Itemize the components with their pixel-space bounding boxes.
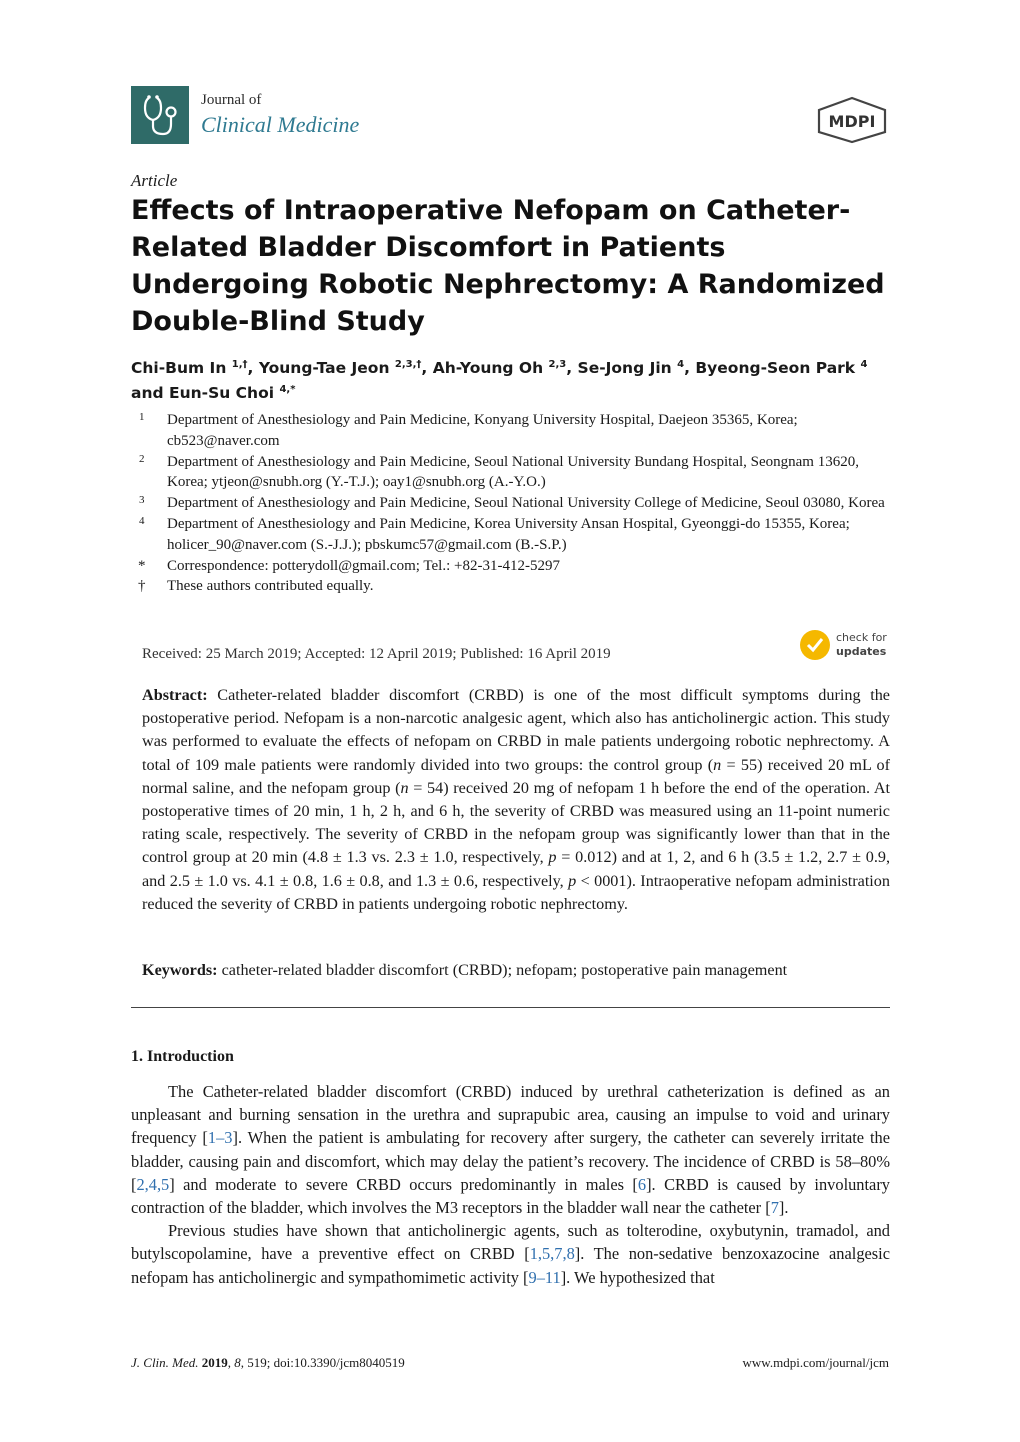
author-separator: ,	[247, 359, 259, 378]
keywords-text: catheter-related bladder discomfort (CRBD); nefopam; postoperative pain management	[221, 961, 788, 979]
journal-prefix: Journal of	[201, 92, 262, 108]
author-affiliation-sup: 2,3,†	[394, 359, 422, 370]
citation-link[interactable]: 7	[770, 1198, 779, 1218]
check-for-updates-badge[interactable]	[800, 630, 892, 666]
journal-logo	[131, 86, 189, 144]
affiliation-item	[131, 452, 891, 494]
article-type: Article	[131, 171, 178, 190]
affiliation-text: These authors contributed equally.	[167, 578, 374, 595]
paragraph-text: ]. The non-sedative benzoxazocine analgesic nefopam has anticholinergic and sympathomimetic activity [	[131, 1244, 890, 1287]
check-icon	[800, 630, 830, 660]
citation-link[interactable]: 1–3	[207, 1128, 233, 1148]
paragraph-text: The Catheter-related bladder discomfort (CRBD) induced by urethral catheterization is defined as an unpleasant and burning sensation in the urethra and suprapubic area, causing an impulse to void and urinary frequency [	[131, 1082, 890, 1148]
mdpi-logo-text: MDPI	[828, 112, 876, 131]
paragraph	[131, 1080, 890, 1219]
citation-link[interactable]: 2,4,5	[136, 1174, 170, 1194]
paragraph-text: Previous studies have shown that anticholinergic agents, such as tolterodine, oxybutynin, tramadol, and butylscopolamine, have a preventive effect on CRBD [	[131, 1221, 890, 1264]
keywords	[142, 959, 890, 982]
section-divider	[131, 1007, 890, 1008]
paragraph-text: ]. CRBD is caused by involuntary contraction of the bladder, which involves the M3 receptors in the bladder wall near the catheter [	[131, 1174, 890, 1218]
author-name[interactable]: Eun-Su Choi	[169, 384, 280, 403]
abstract	[142, 684, 890, 916]
author-separator: ,	[684, 359, 696, 378]
author-affiliation-sup: 4	[860, 359, 868, 370]
affiliation-item	[131, 493, 891, 514]
abstract-text: Catheter-related bladder discomfort (CRBD) is one of the most difficult symptoms during the postoperative period. Nefopam is a non-narcotic analgesic agent, which also has anticholinergic action. This study was performed to evaluate the effects of nefopam on CRBD in male patients undergoing robotic nephrectomy. A total of 109 male patients were randomly divided into two groups: the control group (n = 55) received 20 mL of normal saline, and the nefopam group (n = 54) received 20 mg of nefopam 1 h before the end of the operation. At postoperative times of 20 min, 1 h, 2 h, and 6 h, the severity of CRBD was measured using an 11-point numeric rating scale, respectively. The severity of CRBD in the nefopam group was significantly lower than that in the control group at 20 min (4.8 ± 1.3 vs. 2.3 ± 1.0, respectively, p = 0.012) and at 1, 2, and 6 h (3.5 ± 1.2, 2.7 ± 0.9, and 2.5 ± 1.0 vs. 4.1 ± 0.8, 1.6 ± 0.8, and 1.3 ± 0.6, respectively, p < 0001). Intraoperative nefopam administration reduced the severity of CRBD in patients undergoing robotic nephrectomy.	[142, 686, 891, 913]
affiliation-marker: 1	[139, 411, 145, 423]
affiliation-marker: †	[138, 578, 146, 595]
author-affiliation-sup: 4	[677, 359, 685, 370]
abstract-label: Abstract:	[142, 686, 208, 704]
citation-link[interactable]: 6	[637, 1174, 647, 1194]
publication-dates: Received: 25 March 2019; Accepted: 12 April 2019; Published: 16 April 2019	[142, 646, 611, 662]
author-name[interactable]: Chi-Bum In	[131, 359, 232, 378]
author-separator: and	[131, 384, 169, 403]
paragraph-text: ]. When the patient is ambulating for recovery after surgery, the catheter can severely irritate the bladder, causing pain and discomfort, which may delay the patient’s recovery. The incidence of CRBD is 58–80% [	[131, 1128, 890, 1194]
affiliation-marker: 2	[139, 452, 145, 465]
introduction-body	[131, 1080, 890, 1289]
affiliation-item	[131, 556, 891, 577]
author-separator: ,	[421, 359, 433, 378]
affiliation-list	[131, 410, 891, 597]
footer-doi: , 519; doi:10.3390/jcm8040519	[240, 1355, 405, 1370]
affiliation-item	[131, 410, 891, 452]
affiliation-text: Department of Anesthesiology and Pain Medicine, Seoul National University College of Medicine, Seoul 03080, Korea	[167, 495, 885, 512]
author-affiliation-sup: 1,†	[231, 359, 248, 370]
affiliation-text: Department of Anesthesiology and Pain Medicine, Konyang University Hospital, Daejeon 35365, Korea; cb523@naver.com	[167, 412, 798, 449]
author-affiliation-sup: 4,*	[279, 384, 296, 396]
paper-title: Effects of Intraoperative Nefopam on Catheter-Related Bladder Discomfort in Patients Undergoing Robotic Nephrectomy: A Randomized Double-Blind Study	[131, 195, 885, 337]
citation-link[interactable]: 9–11	[528, 1267, 561, 1287]
check-updates-line2: updates	[836, 645, 887, 658]
paragraph-text: ]. We hypothesized that	[560, 1267, 715, 1287]
author-separator: ,	[566, 359, 578, 378]
check-updates-line1: check for	[836, 631, 887, 644]
journal-abbrev: J. Clin. Med.	[131, 1355, 199, 1370]
affiliation-item	[131, 514, 891, 556]
paragraph-text: ].	[778, 1198, 789, 1218]
stethoscope-icon	[131, 86, 189, 144]
affiliation-marker: 4	[139, 514, 145, 527]
paragraph	[131, 1219, 890, 1289]
author-name[interactable]: Ah-Young Oh	[432, 359, 549, 378]
affiliation-item	[131, 576, 891, 597]
paragraph-text: ] and moderate to severe CRBD occurs predominantly in males [	[169, 1174, 638, 1194]
affiliation-marker: 3	[139, 494, 145, 507]
affiliation-marker: *	[138, 557, 146, 574]
journal-name: Clinical Medicine	[201, 112, 360, 137]
author-name[interactable]: Young-Tae Jeon	[258, 359, 395, 378]
footer-year: 2019	[201, 1355, 228, 1370]
footer-volume: 8	[234, 1355, 241, 1370]
section-heading: 1. Introduction	[131, 1048, 234, 1065]
affiliation-text: Department of Anesthesiology and Pain Medicine, Seoul National University Bundang Hospital, Seongnam 13620, Korea; ytjeon@snubh.org (Y.-T.J.); oay1@snubh.org (A.-Y.O.)	[167, 453, 859, 491]
author-name[interactable]: Byeong-Seon Park	[695, 359, 861, 378]
author-name[interactable]: Se-Jong Jin	[577, 359, 678, 378]
affiliation-text: Correspondence: potterydoll@gmail.com; Tel.: +82-31-412-5297	[167, 557, 560, 574]
keywords-label: Keywords:	[142, 961, 218, 979]
author-list	[131, 354, 891, 404]
citation-link[interactable]: 1,5,7,8	[529, 1244, 575, 1264]
citation-footer: J. Clin. Med. 2019, 8, 519; doi:10.3390/jcm8040519	[131, 1355, 405, 1370]
affiliation-text: Department of Anesthesiology and Pain Medicine, Korea University Ansan Hospital, Gyeonggi-do 15355, Korea; holicer_90@naver.com (S.-J.J.); pbskumc57@gmail.com (B.-S.P.)	[167, 515, 850, 553]
author-affiliation-sup: 2,3	[548, 359, 567, 370]
journal-url[interactable]: www.mdpi.com/journal/jcm	[742, 1355, 889, 1370]
mdpi-logo	[815, 96, 889, 144]
